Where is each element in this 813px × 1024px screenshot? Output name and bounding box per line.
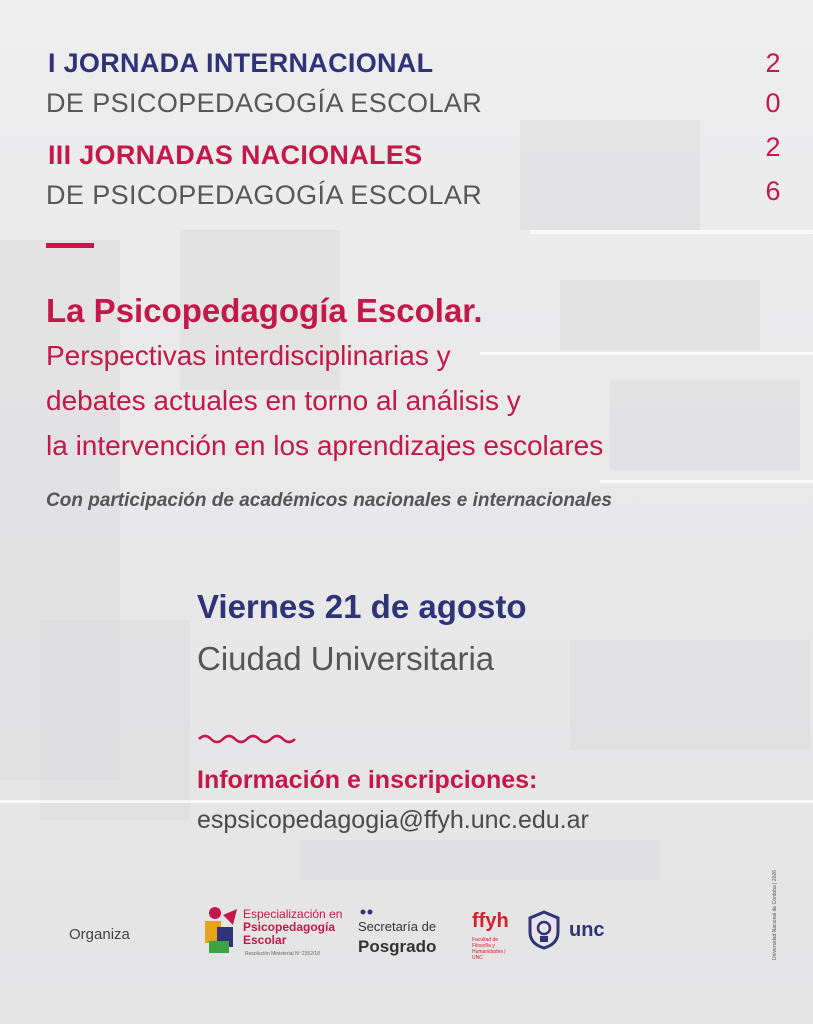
posgrado-logo-line2: Posgrado xyxy=(358,937,437,956)
heading-international: I JORNADA INTERNACIONAL xyxy=(48,48,434,78)
wave-divider xyxy=(197,732,299,746)
contact-label: Información e inscripciones: xyxy=(197,766,538,794)
posgrado-logo-line1: Secretaría de xyxy=(358,919,437,934)
year-digit: 2 xyxy=(765,132,781,162)
subtitle-line: la intervención en los aprendizajes escolares xyxy=(46,430,604,461)
unc-shield-icon xyxy=(527,910,561,950)
participation-note: Con participación de académicos nacionales e internacionales xyxy=(46,490,612,511)
ffyh-logo-sub: Facultad de Filosofía y Humanidades | UNC xyxy=(472,937,506,961)
year-digit: 6 xyxy=(765,176,781,206)
year-digit: 2 xyxy=(765,48,781,78)
subtitle-line: debates actuales en torno al análisis y xyxy=(46,385,521,416)
posgrado-dots-icon xyxy=(360,909,376,915)
heading-national-sub: DE PSICOPEDAGOGÍA ESCOLAR xyxy=(46,180,483,210)
heading-national: III JORNADAS NACIONALES xyxy=(48,140,423,170)
subtitle-line: Perspectivas interdisciplinarias y xyxy=(46,340,451,371)
contact-email[interactable]: espsicopedagogia@ffyh.unc.edu.ar xyxy=(197,806,589,834)
heading-international-sub: DE PSICOPEDAGOGÍA ESCOLAR xyxy=(46,88,483,118)
main-title: La Psicopedagogía Escolar. xyxy=(46,292,483,329)
ffyh-logo: ffyh xyxy=(472,910,509,932)
accent-dash xyxy=(46,243,94,248)
organiza-label: Organiza xyxy=(69,926,130,943)
especializacion-logo-text: Especialización en Psicopedagogía Escolar xyxy=(243,907,343,947)
event-place: Ciudad Universitaria xyxy=(197,640,495,677)
vertical-credit: Universidad Nacional de Córdoba | 2026 xyxy=(772,870,778,960)
unc-logo-text: unc xyxy=(569,919,605,941)
especializacion-logo-icon xyxy=(203,905,243,957)
especializacion-resolution: Resolución Ministerial Nº 2352/18 xyxy=(245,951,320,957)
year-digit: 0 xyxy=(765,88,781,118)
event-date: Viernes 21 de agosto xyxy=(197,588,527,625)
